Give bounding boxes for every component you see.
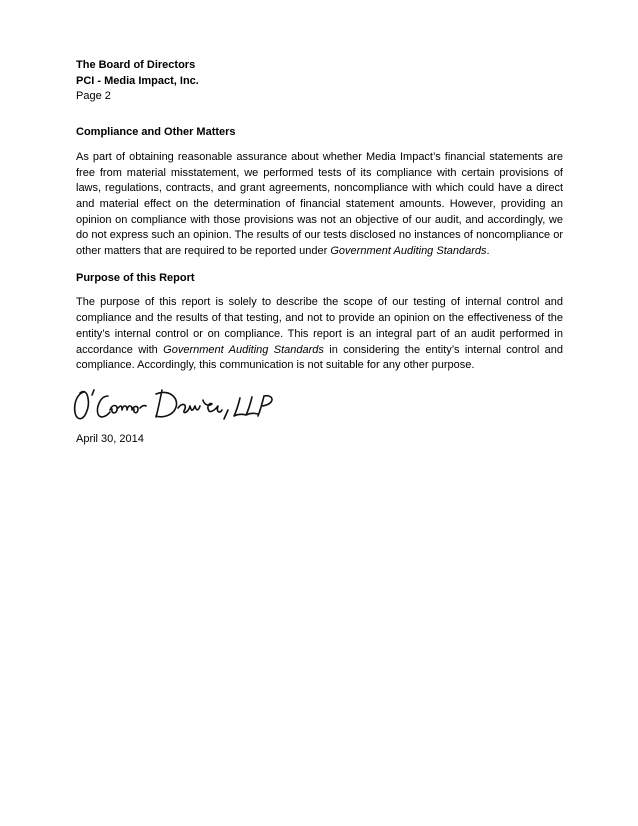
purpose-text-2: in considering the entity’s internal control and compliance. Accordingly, this communication is not suitable for any other purpose.: [76, 343, 563, 372]
compliance-standards-ref: Government Auditing Standards: [330, 245, 487, 258]
compliance-paragraph: [76, 150, 563, 260]
compliance-heading: Compliance and Other Matters: [76, 126, 236, 139]
purpose-heading: Purpose of this Report: [76, 271, 195, 284]
letter-page: [76, 58, 563, 448]
purpose-text-1: The purpose of this report is solely to describe the scope of our testing of internal control and compliance and the results of that testing, and not to provide an opinion on the effectiveness of the entity’s internal control or on compliance. This report is an integral part of an audit performed in accordance with: [76, 296, 563, 356]
compliance-text-1: As part of obtaining reasonable assurance about whether Media Impact’s financial statements are free from material misstatement, we performed tests of its compliance with certain provisions of laws, regulations, contracts, and grant agreements, noncompliance with which could have a direct and material effect on the determination of financial statement amounts. However, providing an opinion on compliance with those provisions was not an objective of our audit, and accordingly, we do not express such an opinion. The results of our tests disclosed no instances of noncompliance or other matters that are required to be reported under: [76, 150, 563, 258]
address-block: [76, 58, 563, 105]
recipient-line: The Board of Directors: [76, 59, 196, 71]
page-number: Page 2: [76, 90, 111, 103]
compliance-text-2: .: [486, 245, 490, 258]
firm-signature: [70, 384, 290, 424]
company-line: PCI - Media Impact, Inc.: [76, 74, 199, 87]
purpose-standards-ref: Government Auditing Standards: [163, 343, 324, 356]
purpose-paragraph: [76, 295, 563, 374]
letter-date: April 30, 2014: [76, 432, 144, 445]
